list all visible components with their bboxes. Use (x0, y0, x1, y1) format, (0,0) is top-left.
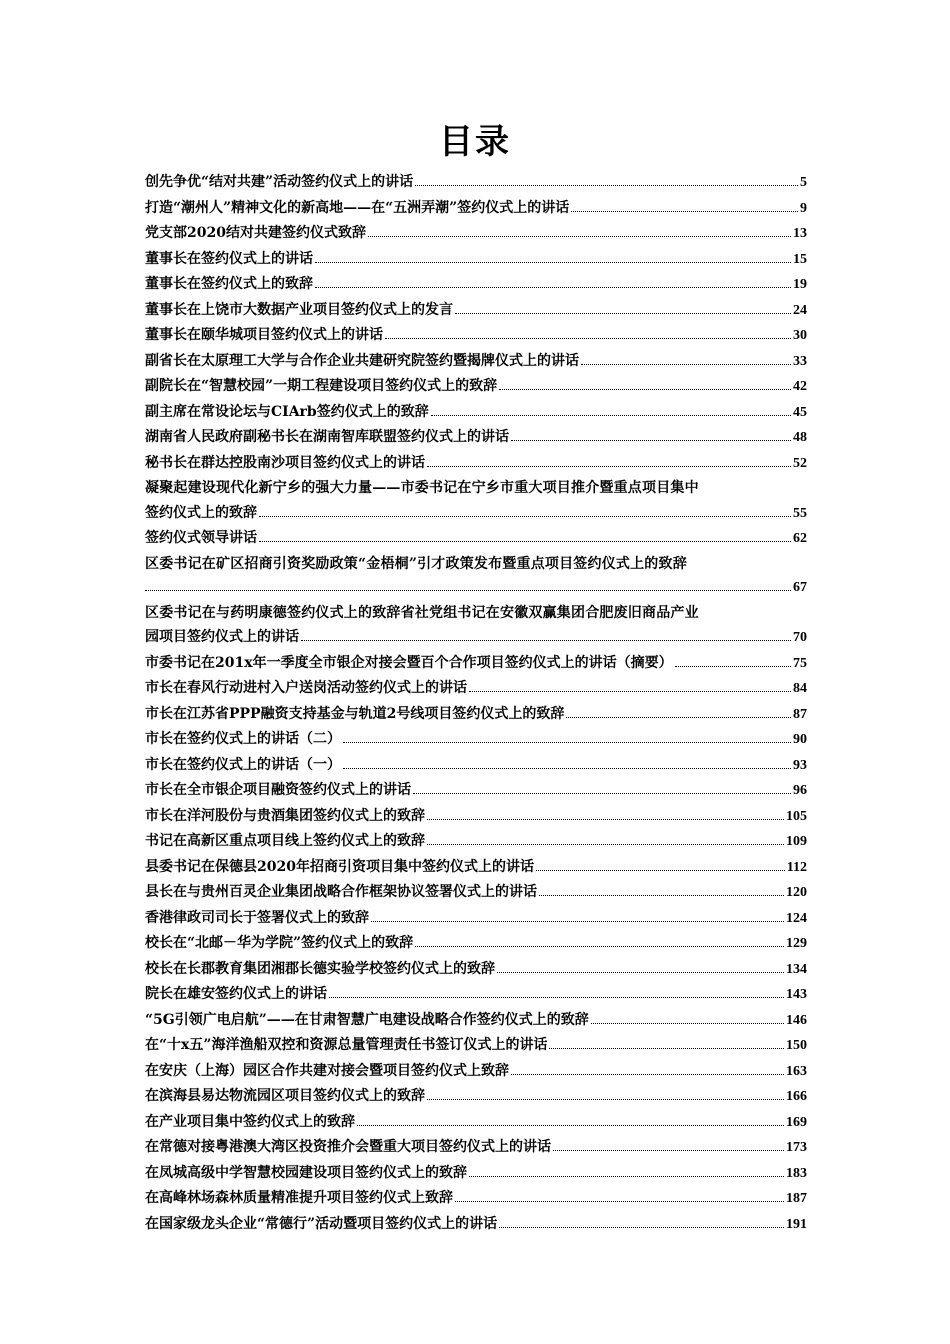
toc-leader-dots (413, 793, 791, 794)
page-title: 目录 (439, 122, 511, 162)
toc-entry-title: 在凤城高级中学智慧校园建设项目签约仪式上的致辞 (145, 1164, 467, 1181)
toc-entry-title: 湖南省人民政府副秘书长在湖南智库联盟签约仪式上的讲话 (145, 429, 509, 445)
toc-entry-title: 院长在雄安签约仪式上的讲话 (145, 986, 327, 1002)
toc-entry[interactable] (145, 1059, 807, 1085)
toc-leader-dots (455, 313, 791, 314)
toc-leader-dots (591, 1023, 784, 1024)
toc-page-number: 13 (793, 226, 807, 241)
toc-page-number: 93 (793, 757, 807, 773)
toc-page-number: 75 (793, 655, 807, 671)
toc-entry[interactable] (145, 298, 807, 324)
toc-entry[interactable] (145, 957, 807, 983)
toc-page-number: 146 (786, 1012, 807, 1028)
toc-page-number: 105 (786, 808, 807, 824)
toc-page-number: 55 (793, 505, 807, 521)
toc-page-number: 9 (800, 200, 807, 216)
toc-entry[interactable] (145, 601, 807, 651)
toc-entry-title: 党支部2020结对共建签约仪式致辞 (145, 225, 366, 241)
toc-leader-dots (368, 236, 791, 237)
toc-entry-title: 在“十x五”海洋渔船双控和资源总量管理责任书签订仪式上的讲话 (145, 1037, 548, 1053)
toc-page-number: 45 (793, 404, 807, 420)
toc-entry[interactable] (145, 400, 807, 426)
toc-page-number: 173 (786, 1140, 807, 1155)
toc-entry-title: “5G引领广电启航”——在甘肃智慧广电建设战略合作签约仪式上的致辞 (145, 1011, 589, 1028)
toc-entry[interactable] (145, 855, 807, 881)
toc-page-number: 187 (786, 1191, 807, 1206)
toc-page-number: 124 (786, 910, 807, 926)
toc-page-number: 42 (793, 379, 807, 394)
toc-entry-title: 凝聚起建设现代化新宁乡的强大力量——市委书记在宁乡市重大项目推介暨重点项目集中 (145, 480, 699, 496)
toc-leader-dots (371, 921, 784, 922)
toc-entry[interactable] (145, 753, 807, 779)
toc-entry-title: 市长在江苏省PPP融资支持基金与轨道2号线项目签约仪式上的致辞 (145, 705, 565, 722)
toc-leader-dots (536, 870, 785, 871)
toc-leader-dots (315, 262, 791, 263)
toc-entry-title: 董事长在颐华城项目签约仪式上的讲话 (145, 327, 383, 343)
toc-page-number: 129 (786, 936, 807, 951)
toc-entry[interactable] (145, 829, 807, 855)
toc-leader-dots (427, 466, 791, 467)
toc-entry-title: 市长在签约仪式上的讲话（一） (145, 756, 341, 773)
toc-entry[interactable] (145, 1161, 807, 1187)
toc-page-number: 150 (786, 1038, 807, 1053)
toc-leader-dots (549, 1048, 784, 1049)
toc-leader-dots (499, 389, 791, 390)
toc-leader-dots (145, 590, 791, 591)
toc-entry-title: 副省长在太原理工大学与合作企业共建研究院签约暨揭牌仪式上的讲话 (145, 352, 579, 369)
toc-entry[interactable] (145, 982, 807, 1008)
toc-entry[interactable] (145, 170, 807, 196)
toc-page-number: 30 (793, 328, 807, 343)
toc-page-number: 70 (793, 630, 807, 645)
toc-page-number: 67 (793, 580, 807, 595)
toc-leader-dots (415, 185, 798, 186)
toc-entry-title: 市长在签约仪式上的讲话（二） (145, 731, 341, 747)
toc-entry-title: 董事长在签约仪式上的讲话 (145, 250, 313, 267)
toc-page-number: 191 (786, 1216, 807, 1232)
toc-entry[interactable] (145, 804, 807, 830)
toc-page-number: 33 (793, 353, 807, 369)
toc-entry[interactable] (145, 1008, 807, 1034)
toc-page-number: 87 (793, 706, 807, 722)
toc-page-number: 52 (793, 455, 807, 471)
toc-page-number: 183 (786, 1165, 807, 1181)
toc-page-number: 120 (786, 885, 807, 900)
toc-entry-title: 县长在与贵州百灵企业集团战略合作框架协议签署仪式上的讲话 (145, 884, 537, 900)
toc-leader-dots (581, 364, 791, 365)
toc-entry-title: 董事长在签约仪式上的致辞 (145, 276, 313, 292)
toc-page-number: 134 (786, 961, 807, 977)
toc-entry-title: 市长在洋河股份与贵酒集团签约仪式上的致辞 (145, 807, 425, 824)
toc-leader-dots (301, 640, 791, 641)
toc-entry[interactable] (145, 374, 807, 400)
table-of-contents (145, 170, 807, 1237)
toc-leader-dots (511, 1074, 784, 1075)
toc-entry[interactable] (145, 1212, 807, 1238)
toc-leader-dots (259, 541, 791, 542)
toc-entry[interactable] (145, 247, 807, 273)
toc-page-number: 109 (786, 834, 807, 849)
toc-entry-title: 校长在“北邮－华为学院”签约仪式上的致辞 (145, 935, 414, 951)
toc-page-number: 96 (793, 783, 807, 798)
toc-entry[interactable] (145, 1110, 807, 1136)
toc-leader-dots (511, 440, 791, 441)
toc-entry-title: 副主席在常设论坛与CIArb签约仪式上的致辞 (145, 403, 429, 420)
toc-leader-dots (455, 1201, 784, 1202)
toc-entry-title-continued: 园项目签约仪式上的讲话 (145, 629, 299, 645)
toc-entry-title: 秘书长在群达控股南沙项目签约仪式上的讲话 (145, 454, 425, 471)
toc-leader-dots (357, 1125, 784, 1126)
toc-page-number: 48 (793, 430, 807, 445)
toc-leader-dots (315, 287, 791, 288)
toc-leader-dots (427, 819, 784, 820)
toc-entry[interactable] (145, 1084, 807, 1110)
toc-entry-title: 香港律政司司长于签署仪式上的致辞 (145, 909, 369, 926)
toc-page-number: 5 (800, 175, 807, 190)
toc-leader-dots (427, 1099, 784, 1100)
toc-leader-dots (675, 666, 791, 667)
toc-entry-title: 县委书记在保德县2020年招商引资项目集中签约仪式上的讲话 (145, 858, 534, 875)
toc-page-number: 62 (793, 531, 807, 546)
toc-entry-title: 区委书记在与药明康德签约仪式上的致辞省社党组书记在安徽双赢集团合肥废旧商品产业 (145, 604, 699, 621)
toc-leader-dots (431, 415, 791, 416)
toc-page-number: 143 (786, 987, 807, 1002)
toc-entry[interactable] (145, 1135, 807, 1161)
toc-leader-dots (469, 691, 791, 692)
toc-leader-dots (329, 997, 784, 998)
toc-entry[interactable] (145, 676, 807, 702)
toc-entry[interactable] (145, 476, 807, 526)
toc-entry[interactable] (145, 451, 807, 477)
toc-page-number: 19 (793, 277, 807, 292)
toc-entry-title-continued: 签约仪式上的致辞 (145, 504, 257, 521)
toc-entry[interactable] (145, 651, 807, 677)
toc-entry-title: 市长在春风行动进村入户送岗活动签约仪式上的讲话 (145, 680, 467, 696)
toc-entry-title: 书记在高新区重点项目线上签约仪式上的致辞 (145, 833, 425, 849)
toc-entry-title: 市委书记在201x年一季度全市银企对接会暨百个合作项目签约仪式上的讲话（摘要） (145, 654, 673, 671)
toc-entry[interactable] (145, 552, 807, 601)
toc-entry-title: 副院长在“智慧校园”一期工程建设项目签约仪式上的致辞 (145, 378, 498, 394)
toc-entry[interactable] (145, 727, 807, 753)
toc-entry-title: 创先争优“结对共建”活动签约仪式上的讲话 (145, 174, 414, 190)
toc-entry-title: 打造“潮州人”精神文化的新高地——在“五洲弄潮”签约仪式上的讲话 (145, 199, 570, 216)
toc-entry[interactable] (145, 931, 807, 957)
toc-entry-title: 在国家级龙头企业“常德行”活动暨项目签约仪式上的讲话 (145, 1215, 498, 1232)
toc-entry[interactable] (145, 272, 807, 298)
toc-entry-title: 在安庆（上海）园区合作共建对接会暨项目签约仪式上致辞 (145, 1062, 509, 1079)
toc-entry-title: 在高峰林场森林质量精准提升项目签约仪式上致辞 (145, 1190, 453, 1206)
toc-entry[interactable] (145, 702, 807, 728)
toc-entry-title: 市长在全市银企项目融资签约仪式上的讲话 (145, 782, 411, 798)
toc-leader-dots (553, 1150, 784, 1151)
toc-entry[interactable] (145, 906, 807, 932)
toc-leader-dots (343, 742, 791, 743)
toc-leader-dots (566, 717, 791, 718)
toc-page-number: 24 (793, 302, 807, 318)
toc-entry[interactable] (145, 425, 807, 451)
toc-entry-title: 在滨海县易达物流园区项目签约仪式上的致辞 (145, 1088, 425, 1104)
toc-leader-dots (497, 972, 784, 973)
toc-entry[interactable] (145, 1186, 807, 1212)
toc-page-number: 169 (786, 1114, 807, 1130)
toc-entry[interactable] (145, 880, 807, 906)
toc-entry[interactable] (145, 196, 807, 222)
toc-entry[interactable] (145, 323, 807, 349)
toc-entry-title: 校长在长郡教育集团湘郡长德实验学校签约仪式上的致辞 (145, 960, 495, 977)
toc-leader-dots (571, 211, 798, 212)
toc-leader-dots (499, 1227, 784, 1228)
toc-leader-dots (427, 844, 784, 845)
toc-page-number: 90 (793, 732, 807, 747)
toc-entry[interactable] (145, 778, 807, 804)
toc-entry[interactable] (145, 221, 807, 247)
toc-entry[interactable] (145, 526, 807, 552)
toc-entry-title: 在常德对接粤港澳大湾区投资推介会暨重大项目签约仪式上的讲话 (145, 1139, 551, 1155)
toc-page-number: 84 (793, 681, 807, 696)
toc-page-number: 166 (786, 1089, 807, 1104)
toc-leader-dots (259, 516, 791, 517)
toc-leader-dots (469, 1176, 784, 1177)
toc-leader-dots (539, 895, 784, 896)
toc-entry-title: 签约仪式领导讲话 (145, 530, 257, 546)
toc-leader-dots (343, 768, 791, 769)
toc-entry-title: 区委书记在矿区招商引资奖励政策“金梧桐”引才政策发布暨重点项目签约仪式上的致辞 (145, 555, 687, 572)
toc-entry[interactable] (145, 1033, 807, 1059)
toc-entry-title: 董事长在上饶市大数据产业项目签约仪式上的发言 (145, 301, 453, 318)
toc-page-number: 163 (786, 1063, 807, 1079)
toc-leader-dots (385, 338, 791, 339)
toc-entry[interactable] (145, 349, 807, 375)
toc-page-number: 15 (793, 251, 807, 267)
toc-leader-dots (415, 946, 784, 947)
toc-entry-title: 在产业项目集中签约仪式上的致辞 (145, 1113, 355, 1130)
toc-page-number: 112 (786, 859, 807, 875)
